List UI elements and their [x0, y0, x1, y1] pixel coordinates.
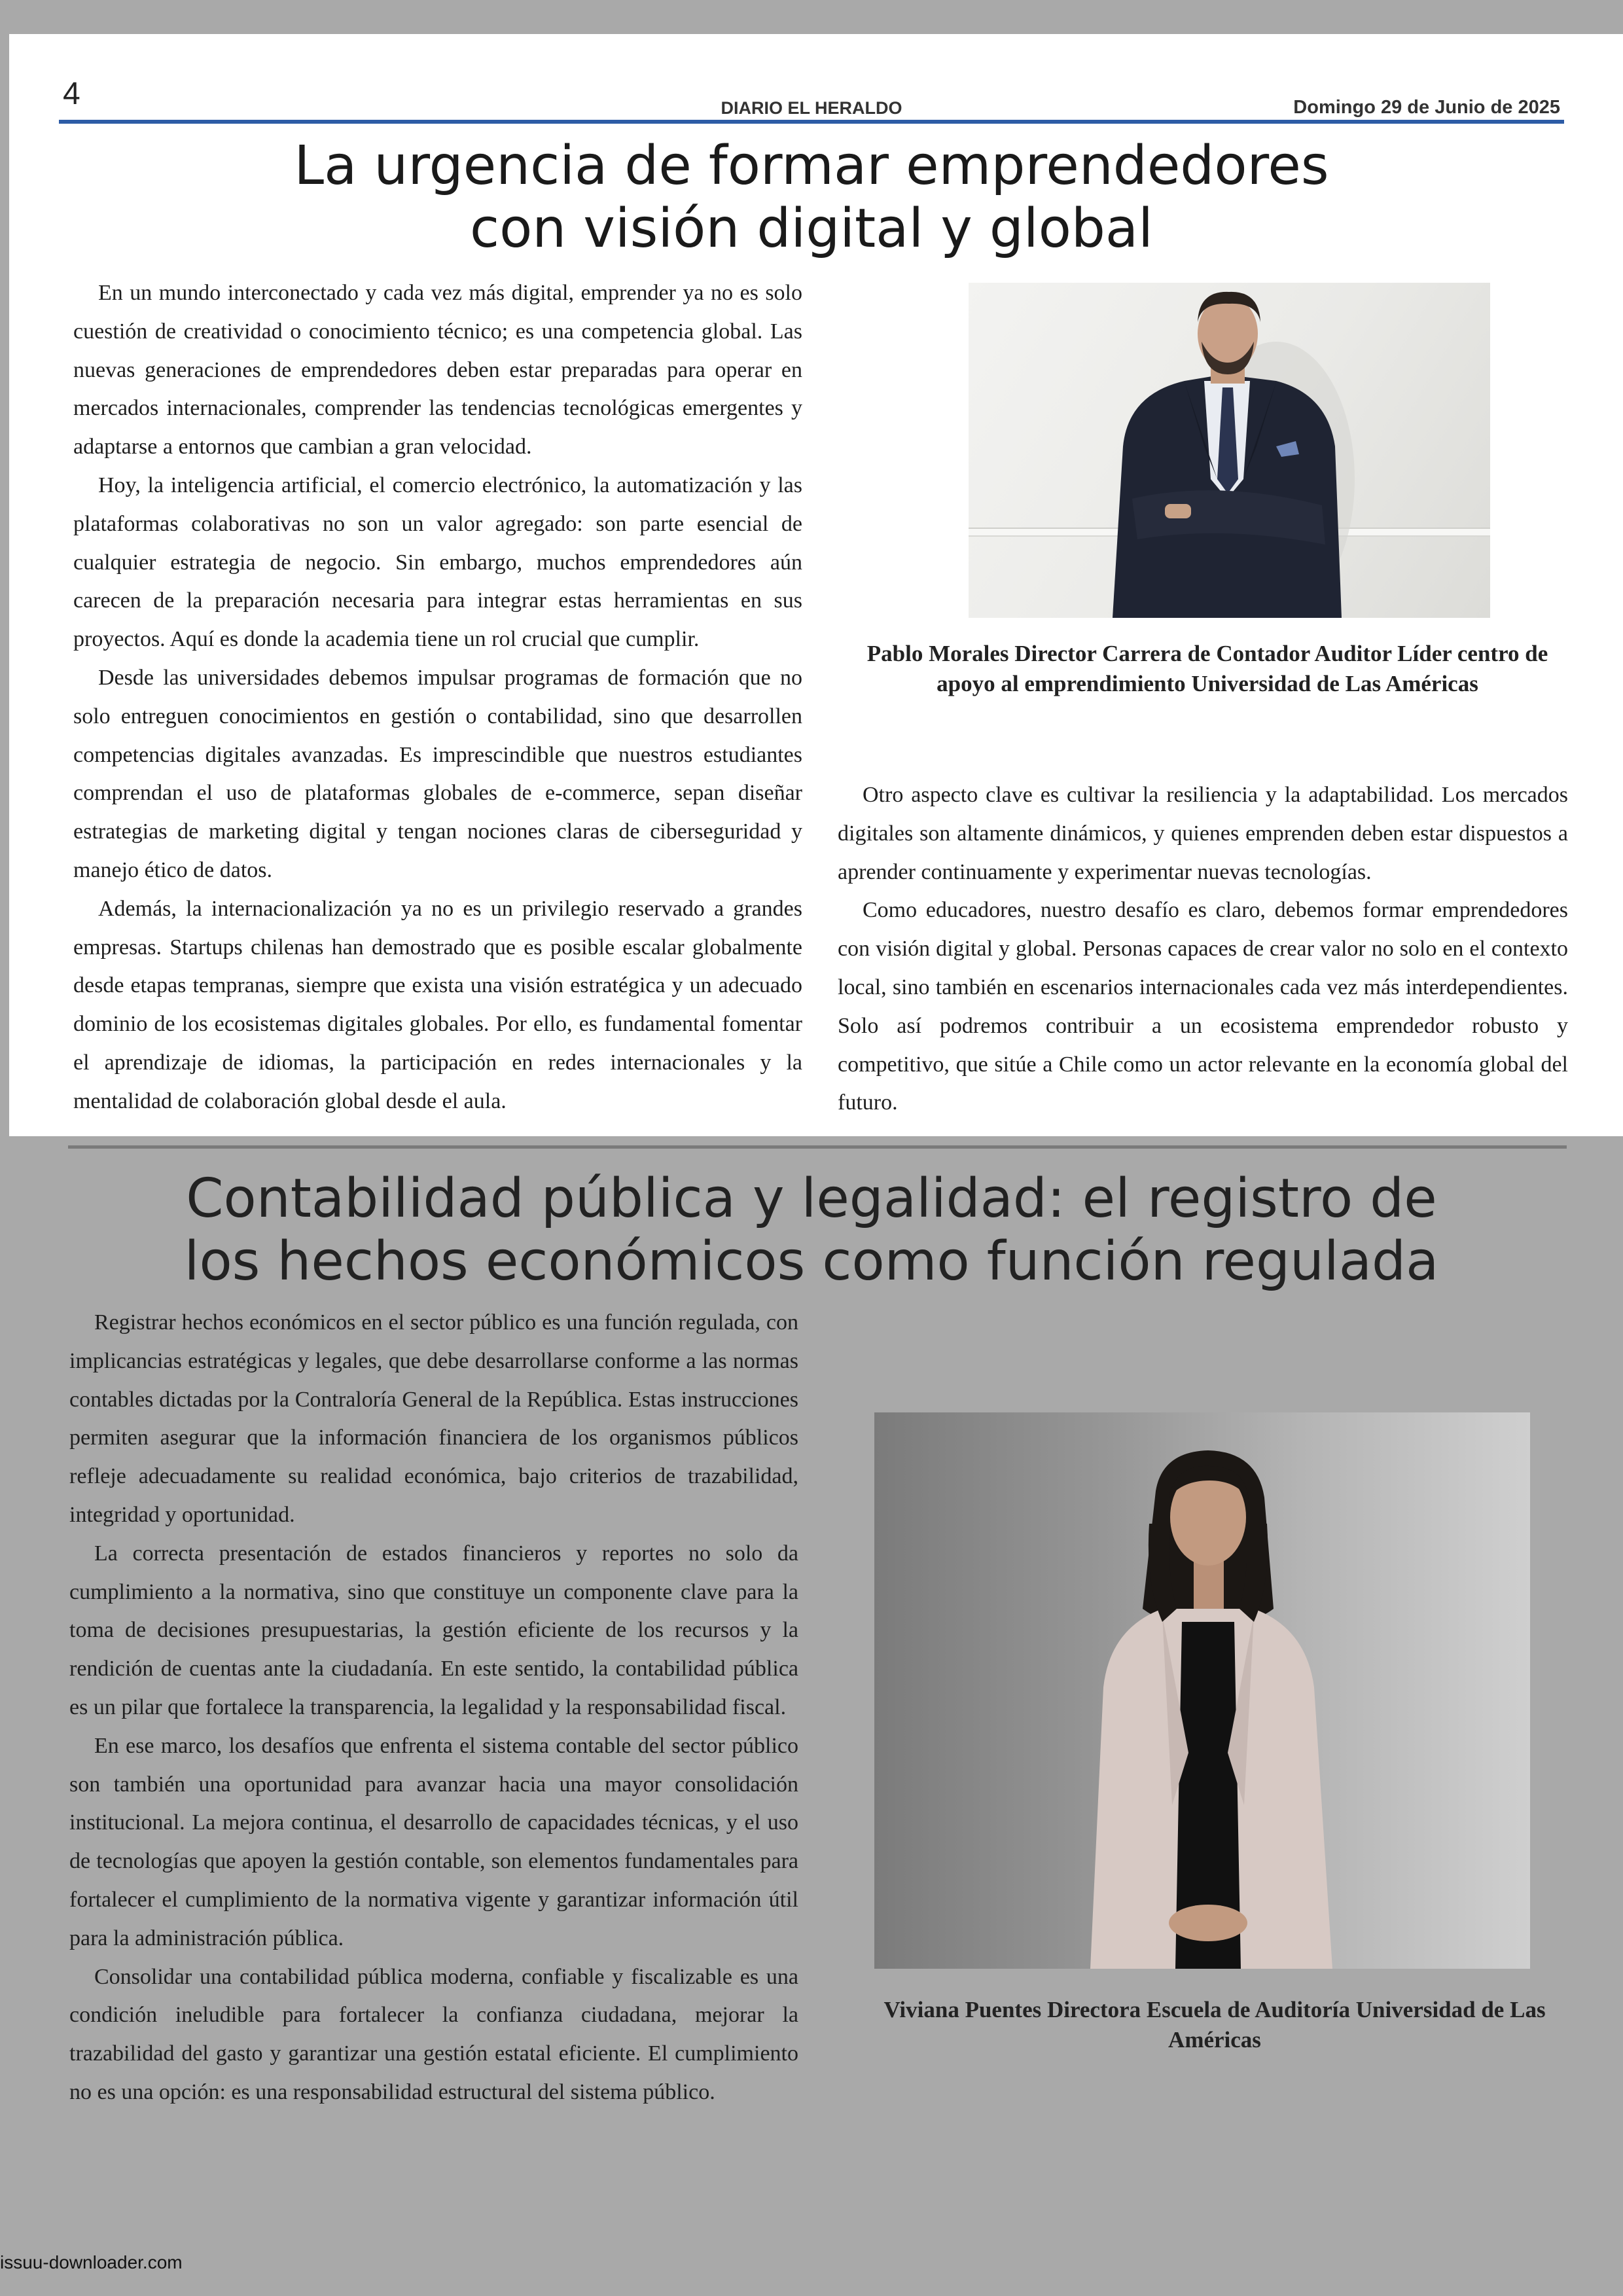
woman-portrait-figure	[874, 1412, 1530, 1969]
article-2-paragraph: La correcta presentación de estados financieros y reportes no solo da cumplimiento a la normativa, sino que constituye un componente clave para la toma de decisiones presupuestarias, la gestión eficiente de los recursos y la rendición de cuentas ante la ciudadanía. En este sentido, la contabilidad pública es un pilar que fortalece la transparencia, la legalidad y la responsabilidad fiscal.	[69, 1541, 798, 1719]
publication-date: Domingo 29 de Junio de 2025	[1293, 97, 1560, 118]
article-2-paragraph: Registrar hechos económicos en el sector público es una función regulada, con implicancias estratégicas y legales, que debe desarrollarse conforme a las normas contables dictadas por la Contraloría General de la República. Estas instrucciones permiten asegurar que la información financiera de los organismos públicos refleje adecuadamente su realidad económica, bajo criterios de trazabilidad, integridad y oportunidad.	[69, 1310, 798, 1527]
article-2-paragraph: Consolidar una contabilidad pública moderna, confiable y fiscalizable es una condición ineludible para fortalecer la confianza ciudadana, mejorar la trazabilidad del gasto y garantizar una gestión estatal eficiente. El cumplimiento no es una opción: es una responsabilidad estructural del sistema público.	[69, 1964, 798, 2104]
article-1-title	[157, 135, 1466, 260]
article-1-paragraph: Además, la internacionalización ya no es un privilegio reservado a grandes empresas. Startups chilenas han demostrado que es posible escalar globalmente desde etapas tempranas, siempre que exista una visión estratégica y un adecuado dominio de los ecosistemas digitales globales. Por ello, es fundamental fomentar el aprendizaje de idiomas, la participación en redes internacionales y la mentalidad de colaboración global desde el aula.	[73, 896, 802, 1113]
article-1-paragraph: Como educadores, nuestro desafío es claro, debemos formar emprendedores con visión digital y global. Personas capaces de crear valor no solo en el contexto local, sino también en escenarios internacionales cada vez más interdependientes. Solo así podremos contribuir a un ecosistema emprendedor robusto y competitivo, que sitúe a Chile como un actor relevante en la economía global del futuro.	[838, 898, 1568, 1115]
photo-caption-2: Viviana Puentes Directora Escuela de Auditoría Universidad de Las Américas	[883, 1997, 1546, 2053]
photo-caption-1: Pablo Morales Director Carrera de Contador Auditor Líder centro de apoyo al emprendimiento Universidad de Las Américas	[866, 641, 1548, 696]
page-number: 4	[63, 77, 80, 111]
article-2-title	[157, 1168, 1466, 1293]
article-1-paragraph: Otro aspecto clave es cultivar la resiliencia y la adaptabilidad. Los mercados digitales son altamente dinámicos, y quienes emprenden deben estar dispuestos a aprender continuamente y experimentar nuevas tecnologías.	[838, 783, 1568, 884]
article-1-title-line-2: con visión digital y global	[470, 198, 1153, 260]
watermark-text: issuu-downloader.com	[0, 2252, 183, 2272]
article-1-paragraph: Desde las universidades debemos impulsar programas de formación que no solo entreguen conocimientos en gestión o contabilidad, sino que desarrollen competencias digitales avanzadas. Es imprescindible que nuestros estudiantes comprendan el uso de plataformas globales de e-commerce, sepan diseñar estrategias de marketing digital y tengan nociones claras de ciberseguridad y manejo ético de datos.	[73, 665, 802, 882]
portrait-photo-pablo-morales	[969, 283, 1490, 618]
portrait-photo-viviana-puentes	[874, 1412, 1530, 1969]
article-2-paragraph: En ese marco, los desafíos que enfrenta el sistema contable del sector público son también una oportunidad para avanzar hacia una mayor consolidación institucional. La mejora continua, el desarrollo de capacidades técnicas, y el uso de tecnologías que apoyen la gestión contable, son elementos fundamentales para fortalecer el cumplimiento de la normativa vigente y garantizar información útil para la administración pública.	[69, 1733, 798, 1950]
article-divider	[68, 1145, 1567, 1149]
article-1-paragraph: En un mundo interconectado y cada vez más digital, emprender ya no es solo cuestión de creatividad o conocimiento técnico; es una competencia global. Las nuevas generaciones de emprendedores deben estar preparadas para operar en mercados internacionales, comprender las tendencias tecnológicas emergentes y adaptarse a entornos que cambian a gran velocidad.	[73, 281, 802, 459]
newspaper-name: DIARIO EL HERALDO	[721, 98, 902, 118]
article-2-column	[69, 1304, 798, 2112]
article-1-right-column	[838, 776, 1568, 1122]
article-2-title-line-2: los hechos económicos como función regulada	[184, 1230, 1439, 1293]
article-1-left-column	[73, 274, 802, 1121]
article-1-title-line-1: La urgencia de formar emprendedores	[294, 135, 1329, 197]
article-1-paragraph: Hoy, la inteligencia artificial, el comercio electrónico, la automatización y las plataformas colaborativas no son un valor agregado: son parte esencial de cualquier estrategia de negocio. Sin embargo, muchos emprendedores aún carecen de la preparación necesaria para integrar estas herramientas en sus proyectos. Aquí es donde la academia tiene un rol crucial que cumplir.	[73, 473, 802, 652]
man-in-suit-figure	[969, 283, 1490, 618]
header-rule	[59, 120, 1564, 124]
article-2-title-line-1: Contabilidad pública y legalidad: el registro de	[186, 1168, 1437, 1230]
